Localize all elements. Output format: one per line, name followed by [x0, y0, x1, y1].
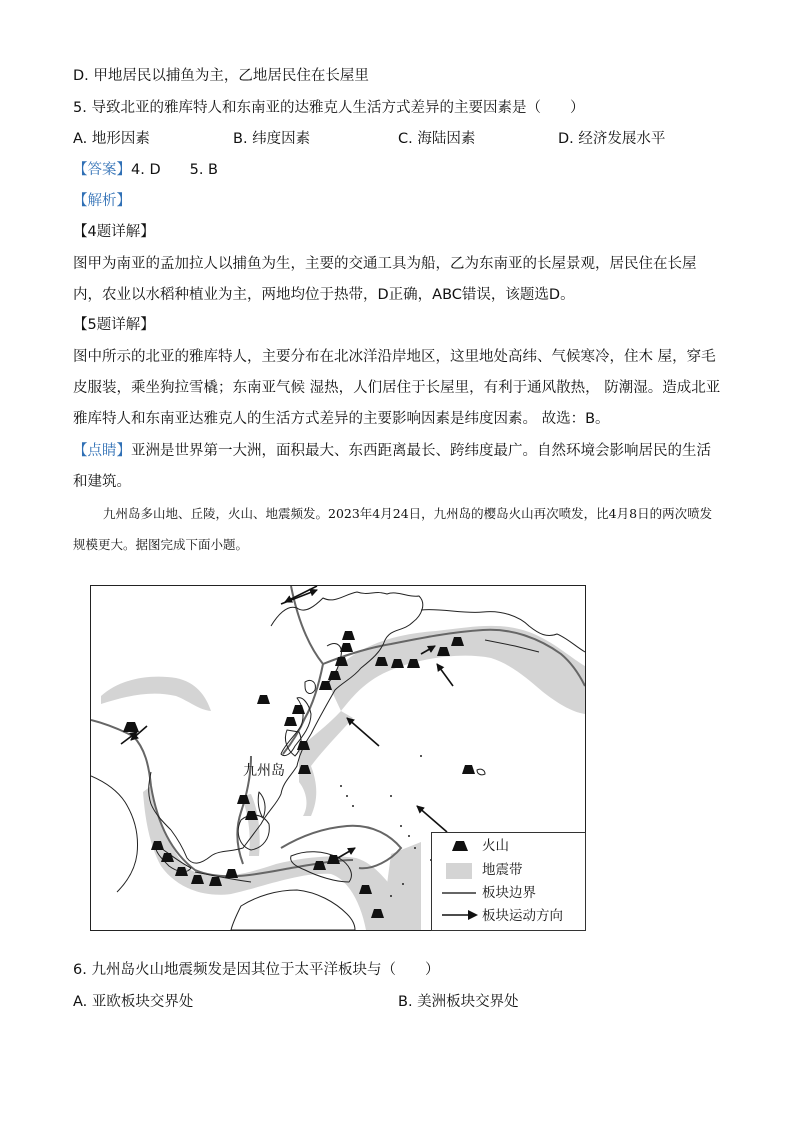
coast-india	[91, 776, 138, 892]
legend-symbols	[438, 833, 478, 929]
q6-option-a: A. 亚欧板块交界处	[73, 994, 194, 1010]
volcano-icon	[342, 631, 355, 640]
coast-australia	[231, 890, 355, 930]
arrow-pacific-nw	[347, 718, 379, 746]
arrow-pacific-south	[417, 806, 447, 832]
q6-stem: 6. 九州岛火山地震频发是因其位于太平洋板块与（ ）	[73, 962, 440, 978]
legend-volcano: 火山	[482, 838, 509, 854]
q4-detail-title: 【4题详解】	[73, 224, 155, 240]
seismic-belt-central-asia	[101, 677, 211, 711]
arrow-arctic	[285, 586, 317, 602]
coast-hokkaido	[305, 680, 315, 693]
volcano-icon	[462, 765, 475, 774]
q5-detail-text: 图中所示的北亚的雅库特人，主要分布在北冰洋沿岸地区，这里地处高纬、气候寒冷，住木 屋，穿毛皮服装，乘坐狗拉雪橇；东南亚气候 湿热，人们居住于长屋里，有利于通风散热， 防潮湿。造成北亚雅库特人和东南亚达雅克人的生活方式差异的主要影响因素是纬度因素。 故选：B。	[73, 349, 721, 427]
island-dot	[408, 835, 410, 837]
kyushu-label: 九州岛	[243, 763, 285, 779]
volcano-icon	[284, 717, 297, 726]
legend-motion: 板块运动方向	[482, 908, 563, 924]
q5-option-c: C. 海陆因素	[398, 131, 476, 147]
arrow-arctic-back	[281, 590, 317, 604]
volcano-icon	[123, 722, 139, 732]
q6-option-b: B. 美洲板块交界处	[398, 994, 519, 1010]
q4-option-d: D. 甲地居民以捕鱼为主，乙地居民住在长屋里	[73, 68, 369, 84]
island-dot	[400, 825, 402, 827]
island-dot	[340, 785, 342, 787]
island-dot	[390, 795, 392, 797]
island-dot	[420, 755, 422, 757]
legend-boundary: 板块边界	[482, 885, 536, 901]
island-dot	[346, 795, 348, 797]
volcano-icon	[452, 841, 468, 851]
volcano-icon	[225, 869, 238, 878]
island-dot	[352, 805, 354, 807]
q5-stem: 5. 导致北亚的雅库特人和东南亚的达雅克人生活方式差异的主要因素是（ ）	[73, 100, 585, 116]
tip-paragraph	[73, 436, 723, 498]
arrow-pacific-alaska	[437, 664, 453, 686]
coast-philippines	[258, 792, 265, 818]
tip-text: 亚洲是世界第一大洲，面积最大、东西距离最长、跨纬度最广。自然环境会影响居民的生活和建筑。	[73, 443, 711, 490]
coast-hawaii	[477, 769, 485, 775]
intro-text: 九州岛多山地、丘陵，火山、地震频发。2023年4月24日，九州岛的樱岛火山再次喷发，比4月8日的两次喷发规模更大。据图完成下面小题。	[73, 506, 713, 552]
seismic-swatch	[446, 863, 472, 879]
seismic-belt-newguinea	[381, 842, 421, 930]
answer-text: 4. D 5. B	[131, 162, 218, 178]
island-dot	[402, 883, 404, 885]
q5-option-b: B. 纬度因素	[233, 131, 311, 147]
kyushu-plate-map	[90, 585, 586, 931]
volcano-icon	[327, 855, 340, 864]
q5-option-a: A. 地形因素	[73, 131, 150, 147]
seismic-belt-japan	[299, 711, 353, 816]
island-dot	[414, 847, 416, 849]
island-dot	[390, 895, 392, 897]
answer-tag: 【答案】	[73, 162, 131, 178]
answer-line	[73, 160, 218, 180]
q5-detail-title: 【5题详解】	[73, 317, 155, 333]
volcano-icon	[257, 695, 270, 704]
legend-seismic: 地震带	[482, 862, 523, 878]
volcano-icon	[292, 705, 305, 714]
tip-tag: 【点睛】	[73, 443, 131, 459]
analysis-tag: 【解析】	[73, 193, 131, 209]
arrow-head-icon	[468, 910, 478, 920]
q5-option-d: D. 经济发展水平	[558, 131, 666, 147]
volcano-icon	[340, 643, 353, 652]
seismic-belt-sea	[143, 786, 391, 930]
q4-detail-text: 图甲为南亚的孟加拉人以捕鱼为生，主要的交通工具为船，乙为东南亚的长屋景观，居民住在长屋内，农业以水稻种植业为主，两地均位于热带，D正确，ABC错误，该题选D。	[73, 256, 697, 303]
map-legend	[431, 832, 586, 931]
